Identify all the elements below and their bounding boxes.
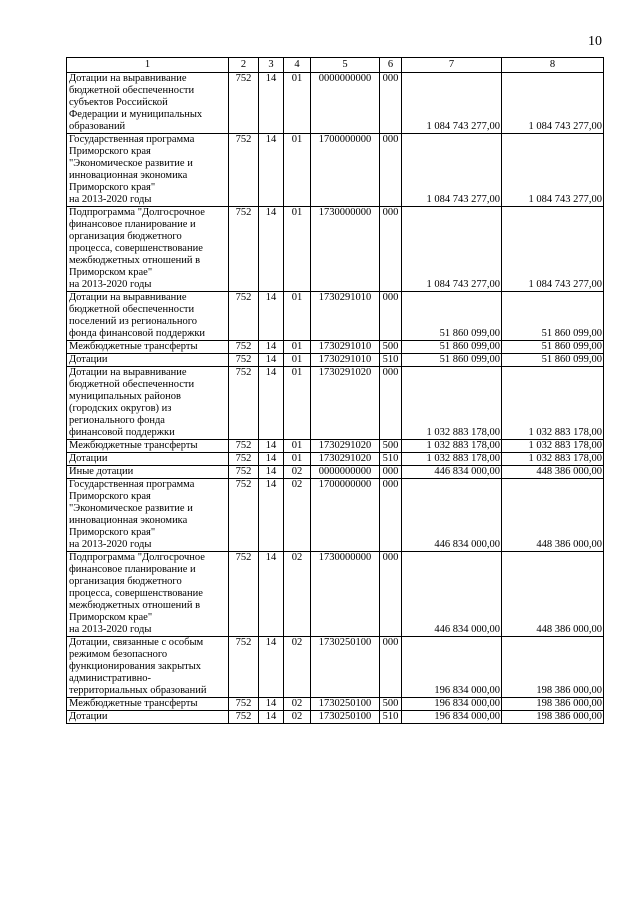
code-cell: 14 <box>259 292 284 341</box>
row-name-line: территориальных образований <box>69 685 207 696</box>
code-cell: 14 <box>259 134 284 207</box>
amount-cell: 446 834 000,00 <box>402 479 502 552</box>
code-cell: 000 <box>380 292 402 341</box>
code-cell: 752 <box>229 354 259 367</box>
row-name-line: Подпрограмма "Долгосрочное <box>69 207 205 218</box>
amount-cell: 1 032 883 178,00 <box>402 453 502 466</box>
row-name-line: Дотации на выравнивание <box>69 73 187 84</box>
amount-cell: 1 032 883 178,00 <box>402 440 502 453</box>
code-cell: 1730250100 <box>311 637 380 698</box>
table-row <box>67 292 604 341</box>
amount-cell: 51 860 099,00 <box>502 292 604 341</box>
table-body <box>67 73 604 724</box>
code-cell: 0000000000 <box>311 73 380 134</box>
code-cell: 1730000000 <box>311 552 380 637</box>
code-cell: 752 <box>229 466 259 479</box>
row-name-line: на 2013-2020 годы <box>69 279 152 290</box>
row-name-line: финансовое планирование и <box>69 219 196 230</box>
row-name-line: фонда финансовой поддержки <box>69 328 206 339</box>
code-cell: 14 <box>259 367 284 440</box>
code-cell: 1730000000 <box>311 207 380 292</box>
code-cell: 752 <box>229 637 259 698</box>
table-row <box>67 698 604 711</box>
table-row <box>67 341 604 354</box>
amount-cell: 1 084 743 277,00 <box>402 207 502 292</box>
row-name-line: субъектов Российской <box>69 97 168 108</box>
code-cell: 14 <box>259 711 284 724</box>
code-cell: 14 <box>259 440 284 453</box>
row-name-line: "Экономическое развитие и <box>69 503 193 514</box>
code-cell: 0000000000 <box>311 466 380 479</box>
table-row <box>67 711 604 724</box>
code-cell: 01 <box>284 73 311 134</box>
row-name-line: на 2013-2020 годы <box>69 624 152 635</box>
row-name-cell <box>67 466 229 479</box>
row-name-line: Приморском крае" <box>69 267 153 278</box>
column-header: 3 <box>259 58 284 73</box>
row-name-line: Приморского края" <box>69 527 156 538</box>
code-cell: 14 <box>259 207 284 292</box>
code-cell: 01 <box>284 341 311 354</box>
row-name-cell <box>67 367 229 440</box>
code-cell: 1730250100 <box>311 698 380 711</box>
row-name-line: инновационная экономика <box>69 170 188 181</box>
row-name-line: регионального фонда <box>69 415 165 426</box>
code-cell: 14 <box>259 341 284 354</box>
amount-cell: 51 860 099,00 <box>402 341 502 354</box>
code-cell: 14 <box>259 552 284 637</box>
row-name-line: Приморского края <box>69 491 151 502</box>
code-cell: 1730291010 <box>311 292 380 341</box>
code-cell: 01 <box>284 367 311 440</box>
code-cell: 01 <box>284 354 311 367</box>
code-cell: 1730250100 <box>311 711 380 724</box>
code-cell: 14 <box>259 479 284 552</box>
row-name-line: функционирования закрытых <box>69 661 202 672</box>
code-cell: 752 <box>229 207 259 292</box>
code-cell: 14 <box>259 698 284 711</box>
amount-cell: 1 084 743 277,00 <box>402 73 502 134</box>
row-name-cell <box>67 440 229 453</box>
code-cell: 000 <box>380 134 402 207</box>
code-cell: 000 <box>380 73 402 134</box>
code-cell: 752 <box>229 711 259 724</box>
row-name-line: административно- <box>69 673 152 684</box>
table-row <box>67 453 604 466</box>
row-name-line: поселений из регионального <box>69 316 198 327</box>
amount-cell: 51 860 099,00 <box>402 292 502 341</box>
code-cell: 752 <box>229 698 259 711</box>
row-name-cell <box>67 479 229 552</box>
table-row <box>67 479 604 552</box>
code-cell: 01 <box>284 207 311 292</box>
row-name-line: инновационная экономика <box>69 515 188 526</box>
row-name-line: Дотации на выравнивание <box>69 367 187 378</box>
table-row <box>67 134 604 207</box>
row-name-line: Межбюджетные трансферты <box>69 440 198 451</box>
code-cell: 1730291020 <box>311 367 380 440</box>
code-cell: 1700000000 <box>311 479 380 552</box>
row-name-line: Межбюджетные трансферты <box>69 341 198 352</box>
amount-cell: 51 860 099,00 <box>402 354 502 367</box>
amount-cell: 1 084 743 277,00 <box>502 134 604 207</box>
row-name-line: финансовой поддержки <box>69 427 175 438</box>
row-name-cell <box>67 341 229 354</box>
table-row <box>67 207 604 292</box>
code-cell: 000 <box>380 367 402 440</box>
row-name-line: бюджетной обеспеченности <box>69 379 195 390</box>
amount-cell: 196 834 000,00 <box>402 637 502 698</box>
row-name-cell <box>67 453 229 466</box>
row-name-line: Приморского края <box>69 146 151 157</box>
amount-cell: 198 386 000,00 <box>502 637 604 698</box>
code-cell: 752 <box>229 73 259 134</box>
table-row <box>67 440 604 453</box>
code-cell: 000 <box>380 466 402 479</box>
code-cell: 01 <box>284 292 311 341</box>
code-cell: 500 <box>380 440 402 453</box>
column-header: 7 <box>402 58 502 73</box>
amount-cell: 1 084 743 277,00 <box>502 73 604 134</box>
code-cell: 02 <box>284 552 311 637</box>
row-name-cell <box>67 354 229 367</box>
row-name-cell <box>67 292 229 341</box>
row-name-line: Дотации на выравнивание <box>69 292 187 303</box>
row-name-cell <box>67 207 229 292</box>
table-row <box>67 637 604 698</box>
amount-cell: 198 386 000,00 <box>502 711 604 724</box>
amount-cell: 1 084 743 277,00 <box>502 207 604 292</box>
code-cell: 752 <box>229 367 259 440</box>
code-cell: 14 <box>259 466 284 479</box>
row-name-line: Подпрограмма "Долгосрочное <box>69 552 205 563</box>
column-header: 6 <box>380 58 402 73</box>
row-name-line: на 2013-2020 годы <box>69 194 152 205</box>
row-name-cell <box>67 637 229 698</box>
page-number: 10 <box>588 34 602 49</box>
amount-cell: 448 386 000,00 <box>502 479 604 552</box>
code-cell: 752 <box>229 552 259 637</box>
row-name-line: Дотации <box>69 354 108 365</box>
row-name-cell <box>67 711 229 724</box>
code-cell: 500 <box>380 698 402 711</box>
column-header: 5 <box>311 58 380 73</box>
code-cell: 000 <box>380 552 402 637</box>
code-cell: 752 <box>229 479 259 552</box>
row-name-line: Приморского края" <box>69 182 156 193</box>
row-name-line: организация бюджетного <box>69 231 182 242</box>
row-name-line: Государственная программа <box>69 134 195 145</box>
amount-cell: 51 860 099,00 <box>502 354 604 367</box>
code-cell: 14 <box>259 354 284 367</box>
row-name-line: финансовое планирование и <box>69 564 196 575</box>
row-name-line: Дотации, связанные с особым <box>69 637 204 648</box>
code-cell: 1730291010 <box>311 354 380 367</box>
code-cell: 02 <box>284 698 311 711</box>
amount-cell: 196 834 000,00 <box>402 698 502 711</box>
amount-cell: 51 860 099,00 <box>502 341 604 354</box>
row-name-line: процесса, совершенствование <box>69 243 203 254</box>
code-cell: 752 <box>229 453 259 466</box>
code-cell: 500 <box>380 341 402 354</box>
table-row <box>67 367 604 440</box>
row-name-cell <box>67 698 229 711</box>
row-name-line: процесса, совершенствование <box>69 588 203 599</box>
code-cell: 02 <box>284 479 311 552</box>
code-cell: 510 <box>380 453 402 466</box>
header-row <box>67 58 604 73</box>
row-name-line: Дотации <box>69 453 108 464</box>
code-cell: 000 <box>380 207 402 292</box>
amount-cell: 446 834 000,00 <box>402 552 502 637</box>
code-cell: 510 <box>380 354 402 367</box>
code-cell: 02 <box>284 466 311 479</box>
amount-cell: 1 032 883 178,00 <box>502 367 604 440</box>
column-header: 2 <box>229 58 259 73</box>
row-name-line: межбюджетных отношений в <box>69 600 201 611</box>
code-cell: 14 <box>259 73 284 134</box>
code-cell: 000 <box>380 637 402 698</box>
code-cell: 01 <box>284 440 311 453</box>
amount-cell: 448 386 000,00 <box>502 466 604 479</box>
table-row <box>67 466 604 479</box>
code-cell: 510 <box>380 711 402 724</box>
amount-cell: 446 834 000,00 <box>402 466 502 479</box>
amount-cell: 1 032 883 178,00 <box>402 367 502 440</box>
code-cell: 1730291010 <box>311 341 380 354</box>
row-name-line: (городских округов) из <box>69 403 172 414</box>
table-row <box>67 354 604 367</box>
row-name-line: межбюджетных отношений в <box>69 255 201 266</box>
code-cell: 14 <box>259 453 284 466</box>
row-name-line: режимом безопасного <box>69 649 168 660</box>
row-name-line: Межбюджетные трансферты <box>69 698 198 709</box>
table-row <box>67 552 604 637</box>
amount-cell: 198 386 000,00 <box>502 698 604 711</box>
code-cell: 000 <box>380 479 402 552</box>
amount-cell: 196 834 000,00 <box>402 711 502 724</box>
row-name-line: муниципальных районов <box>69 391 181 402</box>
code-cell: 14 <box>259 637 284 698</box>
code-cell: 02 <box>284 637 311 698</box>
code-cell: 1730291020 <box>311 440 380 453</box>
code-cell: 1700000000 <box>311 134 380 207</box>
amount-cell: 448 386 000,00 <box>502 552 604 637</box>
row-name-line: организация бюджетного <box>69 576 182 587</box>
row-name-line: Иные дотации <box>69 466 134 477</box>
row-name-line: на 2013-2020 годы <box>69 539 152 550</box>
code-cell: 752 <box>229 341 259 354</box>
row-name-line: "Экономическое развитие и <box>69 158 193 169</box>
row-name-cell <box>67 552 229 637</box>
row-name-cell <box>67 134 229 207</box>
column-header: 8 <box>502 58 604 73</box>
budget-table <box>66 57 604 724</box>
row-name-line: бюджетной обеспеченности <box>69 304 195 315</box>
code-cell: 02 <box>284 711 311 724</box>
row-name-line: Государственная программа <box>69 479 195 490</box>
row-name-cell <box>67 73 229 134</box>
amount-cell: 1 084 743 277,00 <box>402 134 502 207</box>
code-cell: 752 <box>229 134 259 207</box>
amount-cell: 1 032 883 178,00 <box>502 440 604 453</box>
code-cell: 752 <box>229 292 259 341</box>
code-cell: 752 <box>229 440 259 453</box>
row-name-line: Приморском крае" <box>69 612 153 623</box>
row-name-line: образований <box>69 121 126 132</box>
table-row <box>67 73 604 134</box>
column-header: 1 <box>67 58 229 73</box>
row-name-line: бюджетной обеспеченности <box>69 85 195 96</box>
code-cell: 1730291020 <box>311 453 380 466</box>
row-name-line: Дотации <box>69 711 108 722</box>
code-cell: 01 <box>284 134 311 207</box>
row-name-line: Федерации и муниципальных <box>69 109 203 120</box>
amount-cell: 1 032 883 178,00 <box>502 453 604 466</box>
column-header: 4 <box>284 58 311 73</box>
code-cell: 01 <box>284 453 311 466</box>
